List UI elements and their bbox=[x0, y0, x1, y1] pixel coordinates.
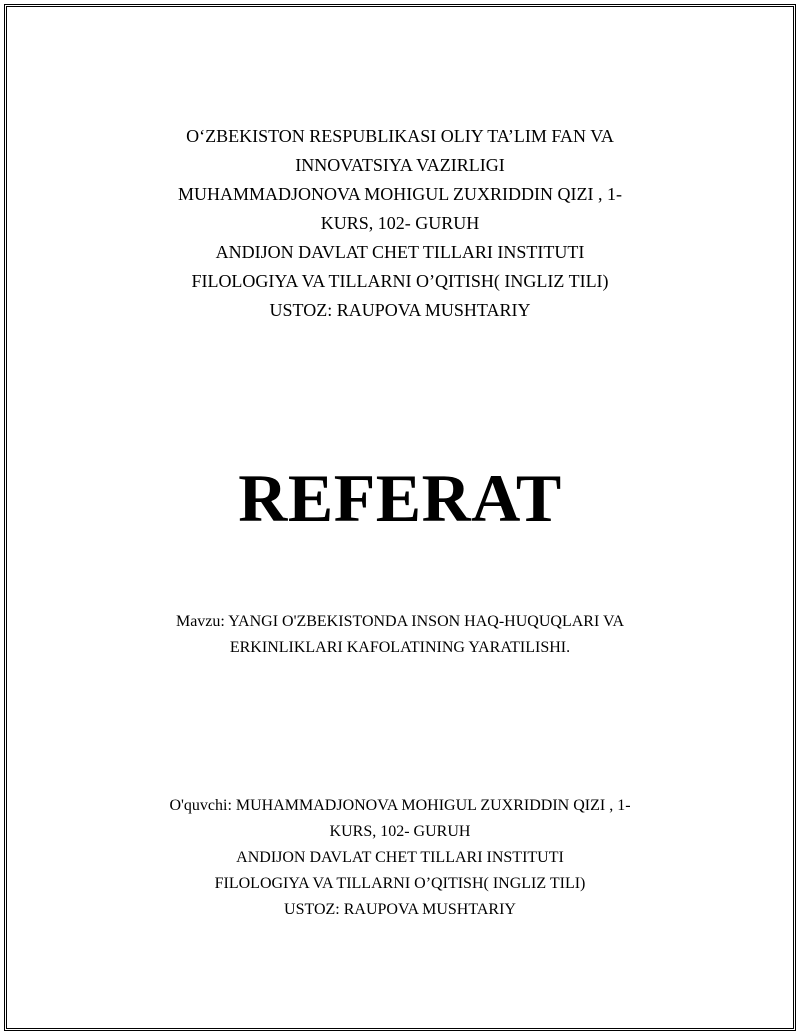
student-info-block bbox=[0, 793, 800, 923]
student-line-faculty: FILOLOGIYA VA TILLARNI O’QITISH( INGLIZ TILI) bbox=[214, 875, 586, 892]
header-line-student-1: MUHAMMADJONOVA MOHIGUL ZUXRIDDIN QIZI , 1- bbox=[178, 184, 622, 204]
student-line-name-1: O'quvchi: MUHAMMADJONOVA MOHIGUL ZUXRIDDIN QIZI , 1- bbox=[169, 797, 631, 814]
student-line-institute: ANDIJON DAVLAT CHET TILLARI INSTITUTI bbox=[236, 849, 564, 866]
student-line-teacher: USTOZ: RAUPOVA MUSHTARIY bbox=[284, 901, 516, 918]
topic-block bbox=[0, 609, 800, 661]
header-line-institute: ANDIJON DAVLAT CHET TILLARI INSTITUTI bbox=[215, 242, 585, 262]
topic-line-2: ERKINLIKLARI KAFOLATINING YARATILISHI. bbox=[229, 639, 571, 656]
student-line-name-2: KURS, 102- GURUH bbox=[329, 823, 471, 840]
topic-line-1: Mavzu: YANGI O'ZBEKISTONDA INSON HAQ-HUQUQLARI VA bbox=[175, 613, 625, 630]
document-title: REFERAT bbox=[238, 460, 562, 536]
institution-header bbox=[0, 122, 800, 325]
header-line-faculty: FILOLOGIYA VA TILLARNI O’QITISH( INGLIZ TILI) bbox=[191, 271, 609, 291]
header-line-teacher: USTOZ: RAUPOVA MUSHTARIY bbox=[269, 300, 531, 320]
header-line-ministry-2: INNOVATSIYA VAZIRLIGI bbox=[295, 155, 505, 175]
header-line-student-2: KURS, 102- GURUH bbox=[320, 213, 480, 233]
header-line-ministry-1: O‘ZBEKISTON RESPUBLIKASI OLIY TA’LIM FAN VA bbox=[186, 126, 614, 146]
